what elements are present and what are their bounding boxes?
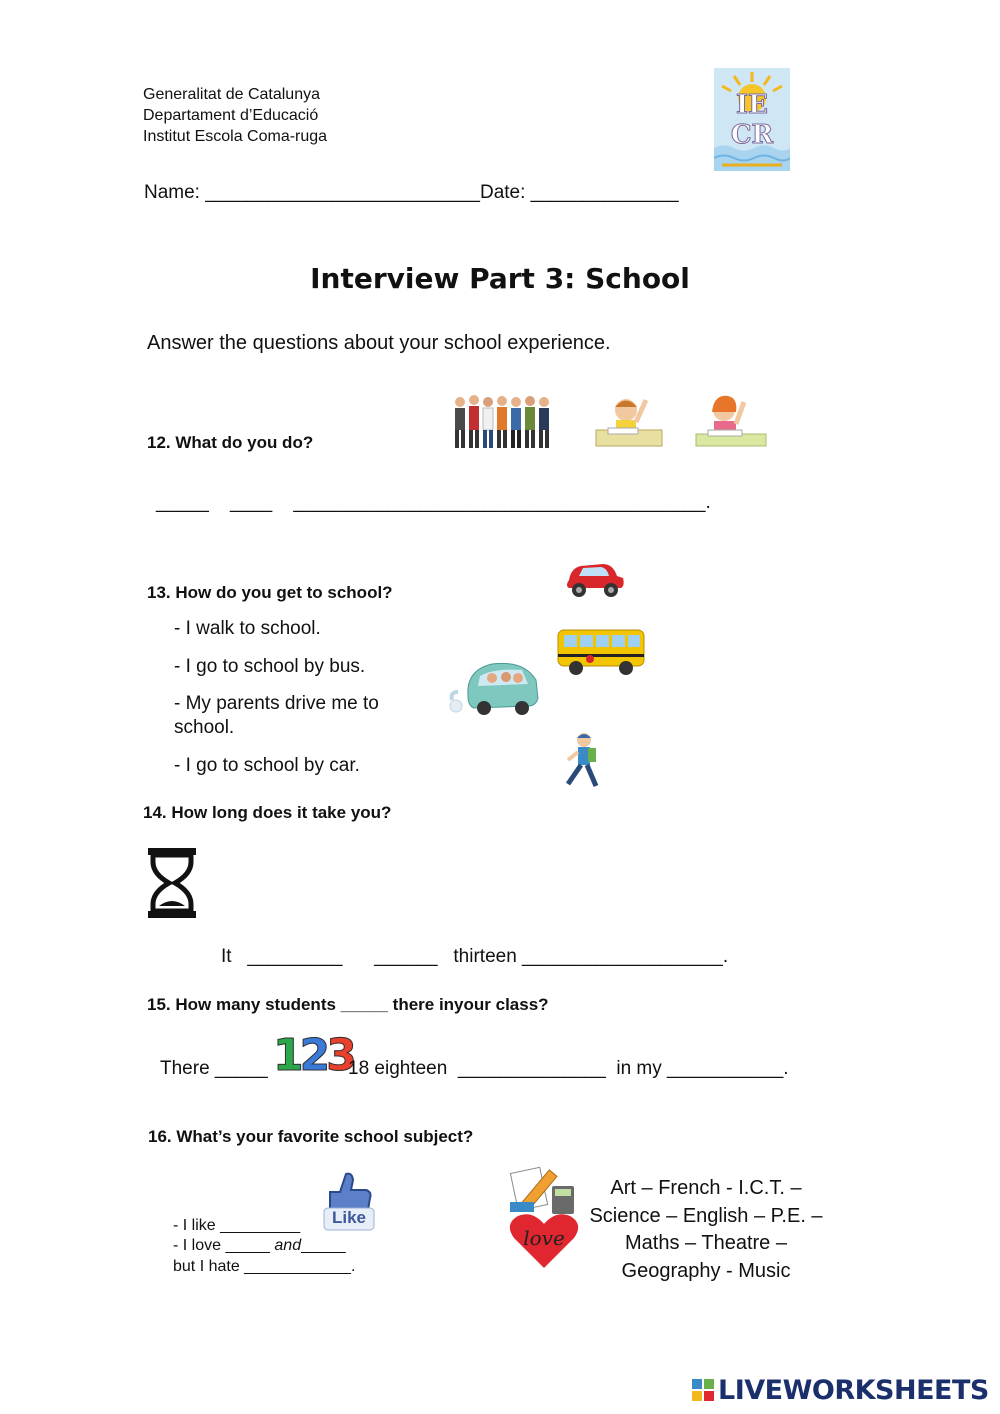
question-15-answer-end[interactable]: 18 eighteen ______________ in my ___________. bbox=[348, 1058, 789, 1079]
liveworksheets-logo[interactable] bbox=[692, 1375, 989, 1406]
i-like-line[interactable]: - I like _________ bbox=[173, 1217, 301, 1234]
subjects-line-3: Maths – Theatre – bbox=[625, 1232, 787, 1254]
page-title: Interview Part 3: School bbox=[310, 262, 690, 295]
walking-boy-image bbox=[556, 730, 608, 792]
subjects-line-4: Geography - Music bbox=[621, 1259, 791, 1282]
family-car-image bbox=[448, 656, 542, 720]
and-word: and bbox=[274, 1237, 302, 1254]
option-parents-drive: - My parents drive me to school. bbox=[174, 693, 379, 738]
boy-student-image bbox=[594, 390, 664, 450]
instructions: Answer the questions about your school experience. bbox=[147, 332, 611, 354]
header-block bbox=[143, 84, 327, 147]
logo-text-cr: CR bbox=[730, 120, 774, 150]
subjects-list bbox=[576, 1175, 836, 1285]
question-14: 14. How long does it take you? bbox=[143, 803, 392, 822]
school-bus-image bbox=[556, 626, 646, 678]
hourglass-icon bbox=[145, 846, 199, 920]
i-love-part-a: - I love _____ bbox=[173, 1237, 275, 1254]
question-13: 13. How do you get to school? bbox=[147, 583, 393, 602]
but-i-hate-line[interactable]: but I hate ____________. bbox=[173, 1258, 356, 1275]
like-label: Like bbox=[331, 1208, 367, 1227]
workers-group-image bbox=[452, 392, 552, 450]
question-16: 16. What’s your favorite school subject? bbox=[148, 1127, 474, 1146]
subjects-line-2: Science – English – P.E. – bbox=[589, 1204, 823, 1227]
question-15-answer-start[interactable]: There _____ bbox=[160, 1058, 268, 1079]
option-walk: - I walk to school. bbox=[174, 618, 321, 639]
red-car-image bbox=[563, 554, 627, 600]
i-love-part-b: _____ bbox=[301, 1237, 346, 1254]
logo-text-ie: IE bbox=[736, 90, 768, 120]
option-bus: - I go to school by bus. bbox=[174, 656, 366, 677]
love-label: love bbox=[523, 1226, 565, 1250]
number-123-text: 123 bbox=[273, 1030, 353, 1081]
numbers-123-image bbox=[273, 1030, 353, 1081]
girl-student-image bbox=[694, 390, 768, 450]
option-car: - I go to school by car. bbox=[174, 755, 360, 776]
like-thumb-icon bbox=[322, 1170, 376, 1232]
question-12: 12. What do you do? bbox=[147, 433, 314, 452]
header-line-1: Generalitat de Catalunya bbox=[143, 86, 320, 103]
header-line-2: Departament d’Educació bbox=[143, 107, 319, 124]
question-14-answer[interactable]: It _________ ______ thirteen ___________________. bbox=[221, 946, 729, 967]
subjects-line-1: Art – French - I.C.T. – bbox=[610, 1177, 802, 1199]
question-15: 15. How many students _____ there inyour class? bbox=[147, 995, 549, 1014]
school-logo bbox=[714, 68, 790, 171]
name-date-line[interactable]: Name: __________________________Date: ______________ bbox=[144, 182, 679, 203]
liveworksheets-logo-icon bbox=[692, 1377, 716, 1405]
i-love-line[interactable] bbox=[173, 1236, 346, 1256]
question-12-answer-blanks[interactable]: _____ ____ _______________________________________. bbox=[156, 492, 711, 513]
liveworksheets-brand-text: LIVEWORKSHEETS bbox=[718, 1375, 989, 1406]
header-line-3: Institut Escola Coma-ruga bbox=[143, 128, 328, 145]
school-supplies-love-image bbox=[508, 1164, 582, 1272]
